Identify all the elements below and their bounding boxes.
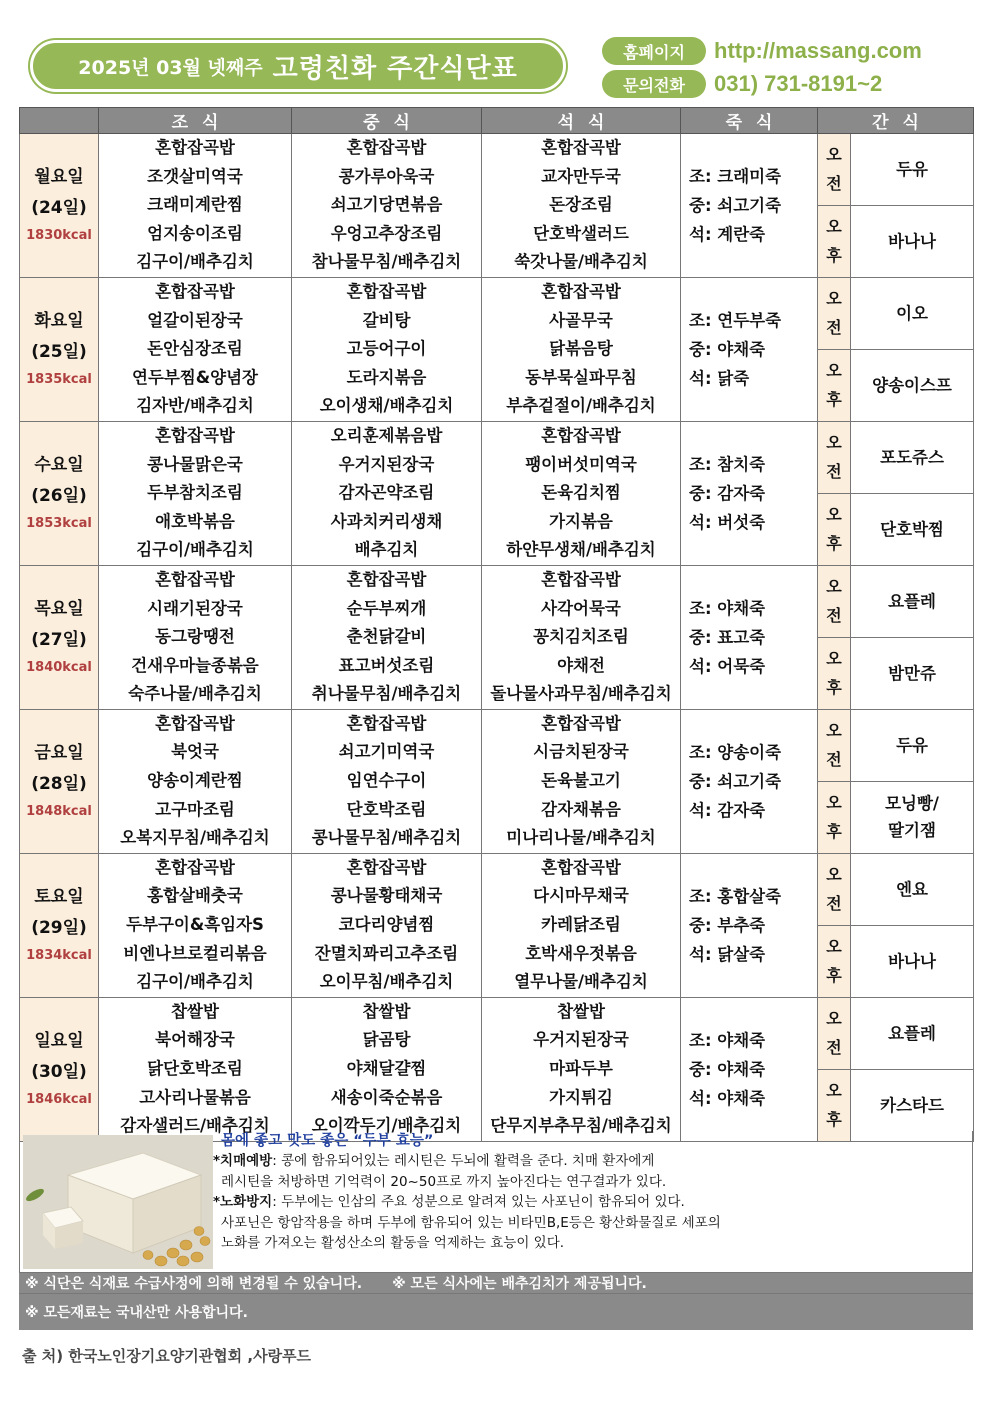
porridge-item: 중: 표고죽 bbox=[689, 627, 766, 647]
snack-pm-tag-2: 후 bbox=[826, 534, 842, 554]
snack-pm-tag-1: 오 bbox=[826, 505, 842, 525]
lunch-item: 새송이죽순볶음 bbox=[330, 1087, 443, 1107]
dinner-item: 혼합잡곡밥 bbox=[541, 713, 621, 733]
snack-am-tag-2: 전 bbox=[826, 318, 842, 338]
dinner-item: 혼합잡곡밥 bbox=[541, 569, 621, 589]
day-row bbox=[20, 421, 974, 493]
tofu-line-5: 노화를 가져오는 활성산소의 활동을 억제하는 효능이 있다. bbox=[221, 1235, 565, 1251]
lunch-item: 단호박조림 bbox=[346, 799, 427, 819]
dinner-cell bbox=[482, 997, 681, 1141]
porridge-item: 중: 쇠고기죽 bbox=[689, 771, 782, 791]
snack-am-tag-1: 오 bbox=[826, 577, 842, 597]
snack-am-tag-1: 오 bbox=[826, 721, 842, 741]
dinner-item: 팽이버섯미역국 bbox=[525, 454, 637, 474]
snack-am-tag-1: 오 bbox=[826, 1009, 842, 1029]
porridge-item: 중: 부추죽 bbox=[689, 915, 766, 935]
breakfast-item: 혼합잡곡밥 bbox=[155, 138, 235, 157]
notice-2: ※ 모든 식사에는 배추김치가 제공됩니다. bbox=[392, 1276, 647, 1292]
day-kcal: 1834kcal bbox=[26, 948, 92, 964]
snack-am-item: 두유 bbox=[851, 134, 974, 206]
lunch-item: 오리훈제볶음밥 bbox=[330, 425, 443, 445]
porridge-item: 석: 버섯죽 bbox=[689, 512, 766, 532]
porridge-item: 조: 홍합살죽 bbox=[689, 886, 782, 906]
snack-am-item: 요플레 bbox=[851, 997, 974, 1069]
snack-pm-item: 카스타드 bbox=[851, 1069, 974, 1141]
day-cell bbox=[20, 277, 99, 421]
snack-am-tag bbox=[818, 997, 851, 1069]
dinner-item: 닭볶음탕 bbox=[549, 339, 613, 359]
dinner-item: 혼합잡곡밥 bbox=[541, 138, 621, 157]
lunch-item: 우엉고추장조림 bbox=[330, 223, 443, 243]
header-lunch: 중식 bbox=[292, 108, 482, 134]
snack-am-tag-2: 전 bbox=[826, 462, 842, 482]
snack-pm-item: 단호박찜 bbox=[851, 493, 974, 565]
day-cell bbox=[20, 134, 99, 278]
breakfast-cell bbox=[99, 134, 292, 278]
header-snack: 간식 bbox=[818, 108, 974, 134]
breakfast-item: 김구이/배추김치 bbox=[136, 540, 254, 560]
snack-am-item: 엔요 bbox=[851, 853, 974, 925]
lunch-item: 우거지된장국 bbox=[338, 454, 435, 474]
day-date: (27일) bbox=[31, 630, 87, 651]
phone-row bbox=[602, 70, 882, 98]
tofu-line-4: 사포닌은 항암작용을 하며 두부에 함유되어 있는 비타민B,E등은 황산화물질로 세포의 bbox=[221, 1214, 721, 1231]
snack-pm-item: 밤만쥬 bbox=[851, 637, 974, 709]
breakfast-item: 애호박볶음 bbox=[155, 511, 235, 531]
day-cell bbox=[20, 997, 99, 1141]
day-date: (29일) bbox=[31, 918, 87, 939]
porridge-item: 조: 양송이죽 bbox=[689, 742, 782, 762]
day-row bbox=[20, 565, 974, 637]
day-name: 목요일 bbox=[34, 599, 84, 620]
lunch-item: 오이깍두기/배추김치 bbox=[311, 1116, 462, 1136]
day-row bbox=[20, 709, 974, 781]
breakfast-item: 건새우마늘종볶음 bbox=[131, 655, 259, 675]
dinner-item: 돌나물사과무침/배추김치 bbox=[490, 684, 672, 704]
snack-pm-tag-1: 오 bbox=[826, 649, 842, 669]
porridge-cell bbox=[681, 709, 818, 853]
breakfast-item: 혼합잡곡밥 bbox=[155, 569, 235, 589]
lunch-item: 갈비탕 bbox=[362, 310, 411, 330]
day-kcal: 1835kcal bbox=[26, 372, 92, 388]
lunch-item: 야채달걀찜 bbox=[346, 1059, 427, 1078]
snack-am-item: 요플레 bbox=[851, 565, 974, 637]
lunch-cell bbox=[292, 134, 482, 278]
lunch-item: 찹쌀밥 bbox=[362, 1001, 411, 1021]
dinner-item: 사골무국 bbox=[549, 310, 613, 330]
porridge-item: 석: 닭죽 bbox=[689, 368, 750, 388]
breakfast-item: 혼합잡곡밥 bbox=[155, 713, 235, 733]
snack-am-tag-1: 오 bbox=[826, 145, 842, 165]
breakfast-item: 비엔나브로컬리볶음 bbox=[123, 943, 267, 963]
snack-pm-tag-1: 오 bbox=[826, 1081, 842, 1101]
dinner-item: 찹쌀밥 bbox=[557, 1001, 605, 1021]
lunch-item: 감자곤약조림 bbox=[338, 483, 435, 503]
breakfast-item: 두부참치조림 bbox=[147, 483, 243, 503]
tofu-line-3: *노화방지: 두부에는 인삼의 주요 성분으로 알려져 있는 사포닌이 함유되어 있다. bbox=[213, 1194, 685, 1210]
dementia-label: *치매예방 bbox=[213, 1153, 273, 1169]
header-porridge: 죽식 bbox=[681, 108, 818, 134]
dinner-item: 혼합잡곡밥 bbox=[541, 857, 621, 877]
snack-pm-tag-2: 후 bbox=[826, 1110, 842, 1130]
lunch-item: 임연수구이 bbox=[346, 771, 427, 791]
lunch-item: 코다리양념찜 bbox=[338, 915, 435, 935]
snack-pm-tag-2: 후 bbox=[826, 390, 842, 410]
porridge-cell bbox=[681, 565, 818, 709]
lunch-item: 닭곰탕 bbox=[362, 1030, 411, 1050]
notice-1: ※ 식단은 식재료 수급사정에 의해 변경될 수 있습니다. bbox=[25, 1276, 363, 1292]
notice-3: ※ 모든재료는 국내산만 사용합니다. bbox=[25, 1305, 248, 1321]
day-name: 일요일 bbox=[34, 1031, 84, 1052]
breakfast-item: 김구이/배추김치 bbox=[136, 252, 254, 272]
porridge-item: 석: 닭살죽 bbox=[689, 944, 766, 964]
header-breakfast: 조식 bbox=[99, 108, 292, 134]
aging-label: *노화방지 bbox=[213, 1194, 273, 1210]
dinner-item: 다시마무채국 bbox=[533, 886, 629, 906]
dinner-item: 사각어묵국 bbox=[541, 598, 621, 618]
lunch-item: 혼합잡곡밥 bbox=[346, 281, 427, 301]
menu-week: 2025년 03월 넷째주 bbox=[78, 56, 263, 79]
porridge-cell bbox=[681, 421, 818, 565]
title-banner bbox=[30, 40, 566, 92]
breakfast-item: 고구마조림 bbox=[155, 799, 235, 819]
lunch-item: 표고버섯조림 bbox=[338, 655, 435, 675]
porridge-item: 석: 어묵죽 bbox=[689, 656, 766, 676]
lunch-item: 순두부찌개 bbox=[346, 598, 427, 618]
breakfast-cell bbox=[99, 709, 292, 853]
dinner-cell bbox=[482, 421, 681, 565]
snack-am-item: 두유 bbox=[851, 709, 974, 781]
breakfast-item: 고사리나물볶음 bbox=[139, 1087, 251, 1107]
dinner-item: 가지튀김 bbox=[549, 1087, 613, 1107]
lunch-cell bbox=[292, 997, 482, 1141]
header-blank bbox=[20, 108, 99, 134]
breakfast-item: 돈안심장조림 bbox=[147, 339, 243, 359]
day-cell bbox=[20, 421, 99, 565]
porridge-cell bbox=[681, 134, 818, 278]
breakfast-item: 감자샐러드/배추김치 bbox=[120, 1116, 270, 1136]
snack-pm-tag-2: 후 bbox=[826, 966, 842, 986]
breakfast-item: 혼합잡곡밥 bbox=[155, 425, 235, 445]
snack-am-tag bbox=[818, 565, 851, 637]
snack-pm-tag-1: 오 bbox=[826, 793, 842, 813]
dinner-item: 꽁치김치조림 bbox=[533, 627, 629, 647]
day-cell bbox=[20, 709, 99, 853]
porridge-item: 석: 감자죽 bbox=[689, 800, 766, 820]
header-dinner: 석식 bbox=[482, 108, 681, 134]
dinner-item: 시금치된장국 bbox=[533, 742, 629, 762]
lunch-item: 배추김치 bbox=[354, 540, 419, 560]
tofu-line-1: *치매예방: 콩에 함유되어있는 레시틴은 두뇌에 활력을 준다. 치매 환자에게 bbox=[213, 1153, 655, 1169]
tofu-info-box bbox=[19, 1131, 973, 1273]
porridge-item: 조: 야채죽 bbox=[689, 598, 766, 618]
phone-number: 031) 731-8191~2 bbox=[714, 71, 883, 96]
day-name: 수요일 bbox=[34, 455, 84, 476]
snack-pm-tag-2: 후 bbox=[826, 246, 842, 266]
tofu-title: 몸에 좋고 맛도 좋은 “두부 효능” bbox=[221, 1133, 434, 1149]
day-cell bbox=[20, 853, 99, 997]
porridge-item: 중: 감자죽 bbox=[689, 483, 766, 503]
porridge-item: 중: 쇠고기죽 bbox=[689, 195, 782, 215]
breakfast-item: 혼합잡곡밥 bbox=[155, 857, 235, 877]
weekly-menu-table bbox=[19, 107, 974, 1142]
snack-am-tag bbox=[818, 853, 851, 925]
porridge-cell bbox=[681, 997, 818, 1141]
day-row bbox=[20, 277, 974, 349]
lunch-cell bbox=[292, 565, 482, 709]
breakfast-item: 크래미계란찜 bbox=[147, 195, 243, 215]
dinner-cell bbox=[482, 853, 681, 997]
breakfast-item: 양송이계란찜 bbox=[147, 771, 243, 791]
lunch-item: 혼합잡곡밥 bbox=[346, 713, 427, 733]
lunch-item: 취나물무침/배추김치 bbox=[311, 684, 462, 704]
lunch-item: 고등어구이 bbox=[346, 339, 427, 359]
porridge-item: 조: 야채죽 bbox=[689, 1030, 766, 1050]
porridge-item: 중: 야채죽 bbox=[689, 339, 766, 359]
breakfast-item: 숙주나물/배추김치 bbox=[128, 684, 262, 704]
dinner-item: 카레닭조림 bbox=[541, 915, 621, 935]
snack-pm-tag bbox=[818, 637, 851, 709]
lunch-item: 콩가루아욱국 bbox=[338, 166, 435, 186]
snack-pm-tag-1: 오 bbox=[826, 361, 842, 381]
dinner-item: 감자채볶음 bbox=[541, 799, 621, 819]
dinner-item: 미나리나물/배추김치 bbox=[506, 828, 656, 848]
homepage-label: 홈페이지 bbox=[602, 37, 706, 65]
dinner-item: 단무지부추무침/배추김치 bbox=[490, 1116, 672, 1136]
lunch-item: 쇠고기미역국 bbox=[338, 742, 435, 762]
lunch-item: 참나물무침/배추김치 bbox=[311, 252, 462, 272]
porridge-cell bbox=[681, 277, 818, 421]
porridge-item: 중: 야채죽 bbox=[689, 1059, 766, 1079]
snack-pm-tag bbox=[818, 493, 851, 565]
day-kcal: 1848kcal bbox=[26, 804, 92, 820]
day-name: 월요일 bbox=[34, 167, 84, 188]
dinner-item: 가지볶음 bbox=[549, 511, 613, 531]
breakfast-item: 엄지송이조림 bbox=[147, 223, 243, 243]
day-kcal: 1830kcal bbox=[26, 228, 92, 244]
day-row bbox=[20, 853, 974, 925]
snack-am-tag-2: 전 bbox=[826, 606, 842, 626]
day-name: 화요일 bbox=[34, 311, 84, 332]
breakfast-cell bbox=[99, 853, 292, 997]
lunch-cell bbox=[292, 277, 482, 421]
snack-pm-item: 양송이스프 bbox=[851, 349, 974, 421]
porridge-item: 조: 연두부죽 bbox=[689, 310, 782, 330]
lunch-item: 잔멸치꽈리고추조림 bbox=[314, 943, 459, 963]
snack-am-item: 포도쥬스 bbox=[851, 421, 974, 493]
breakfast-cell bbox=[99, 565, 292, 709]
phone-label: 문의전화 bbox=[602, 70, 706, 98]
day-row bbox=[20, 134, 974, 206]
day-cell bbox=[20, 565, 99, 709]
day-name: 금요일 bbox=[34, 743, 84, 764]
snack-am-tag-1: 오 bbox=[826, 865, 842, 885]
snack-pm-tag bbox=[818, 205, 851, 277]
snack-pm-tag bbox=[818, 349, 851, 421]
day-date: (30일) bbox=[31, 1062, 87, 1083]
dinner-cell bbox=[482, 277, 681, 421]
tofu-text bbox=[213, 1131, 966, 1254]
dinner-item: 동부묵실파무침 bbox=[525, 367, 637, 387]
snack-pm-item: 모닝빵/ 딸기잼 bbox=[851, 781, 974, 853]
day-date: (25일) bbox=[31, 342, 87, 363]
snack-am-tag-2: 전 bbox=[826, 174, 842, 194]
tofu-image bbox=[23, 1135, 213, 1269]
day-kcal: 1853kcal bbox=[26, 516, 92, 532]
breakfast-item: 조갯살미역국 bbox=[147, 166, 243, 186]
dinner-item: 돈육불고기 bbox=[541, 771, 621, 791]
breakfast-cell bbox=[99, 997, 292, 1141]
lunch-item: 춘천닭갈비 bbox=[346, 627, 427, 647]
dinner-item: 혼합잡곡밥 bbox=[541, 425, 621, 445]
breakfast-item: 콩나물맑은국 bbox=[147, 454, 243, 474]
lunch-item: 오이무침/배추김치 bbox=[319, 972, 454, 992]
lunch-item: 혼합잡곡밥 bbox=[346, 138, 427, 157]
day-date: (24일) bbox=[31, 198, 87, 219]
breakfast-item: 혼합잡곡밥 bbox=[155, 281, 235, 301]
snack-pm-tag-2: 후 bbox=[826, 678, 842, 698]
lunch-cell bbox=[292, 421, 482, 565]
snack-am-item: 이오 bbox=[851, 277, 974, 349]
breakfast-item: 김구이/배추김치 bbox=[136, 972, 254, 992]
lunch-item: 혼합잡곡밥 bbox=[346, 569, 427, 589]
breakfast-item: 얼갈이된장국 bbox=[147, 310, 243, 330]
lunch-item: 쇠고기당면볶음 bbox=[330, 195, 443, 215]
breakfast-item: 연두부찜&양념장 bbox=[132, 367, 258, 387]
snack-am-tag-1: 오 bbox=[826, 289, 842, 309]
dinner-cell bbox=[482, 134, 681, 278]
dinner-item: 돈장조림 bbox=[549, 195, 613, 215]
dinner-item: 부추겉절이/배추김치 bbox=[506, 396, 656, 416]
snack-pm-tag-2: 후 bbox=[826, 822, 842, 842]
dinner-item: 쑥갓나물/배추김치 bbox=[514, 252, 648, 272]
snack-pm-item: 바나나 bbox=[851, 925, 974, 997]
day-kcal: 1840kcal bbox=[26, 660, 92, 676]
breakfast-cell bbox=[99, 421, 292, 565]
dinner-item: 혼합잡곡밥 bbox=[541, 281, 621, 301]
dinner-item: 우거지된장국 bbox=[533, 1030, 629, 1050]
breakfast-item: 동그랑땡전 bbox=[155, 627, 235, 647]
notice-bar-2 bbox=[19, 1294, 973, 1330]
snack-am-tag-1: 오 bbox=[826, 433, 842, 453]
snack-pm-tag bbox=[818, 925, 851, 997]
porridge-item: 조: 참치죽 bbox=[689, 454, 766, 474]
notice-bar-1 bbox=[19, 1273, 973, 1294]
breakfast-item: 북엇국 bbox=[171, 742, 219, 762]
dinner-item: 돈육김치찜 bbox=[541, 483, 621, 503]
dinner-item: 마파두부 bbox=[549, 1059, 613, 1078]
breakfast-item: 북어해장국 bbox=[155, 1030, 235, 1050]
snack-pm-tag-1: 오 bbox=[826, 217, 842, 237]
snack-am-tag-2: 전 bbox=[826, 894, 842, 914]
lunch-item: 콩나물무침/배추김치 bbox=[311, 828, 462, 848]
porridge-item: 석: 계란죽 bbox=[689, 224, 766, 244]
homepage-row bbox=[602, 37, 922, 65]
lunch-cell bbox=[292, 709, 482, 853]
breakfast-item: 김자반/배추김치 bbox=[136, 396, 254, 416]
dinner-item: 열무나물/배추김치 bbox=[514, 972, 648, 992]
dinner-item: 야채전 bbox=[557, 655, 605, 675]
lunch-item: 콩나물황태채국 bbox=[330, 886, 443, 906]
dinner-cell bbox=[482, 709, 681, 853]
homepage-link[interactable]: http://massang.com bbox=[714, 38, 922, 63]
breakfast-item: 홍합살배춧국 bbox=[147, 886, 243, 906]
snack-pm-tag bbox=[818, 781, 851, 853]
porridge-item: 조: 크래미죽 bbox=[689, 166, 782, 186]
breakfast-cell bbox=[99, 277, 292, 421]
snack-pm-tag-1: 오 bbox=[826, 937, 842, 957]
breakfast-item: 오복지무침/배추김치 bbox=[120, 828, 270, 848]
snack-am-tag-2: 전 bbox=[826, 1038, 842, 1058]
snack-am-tag bbox=[818, 277, 851, 349]
snack-am-tag bbox=[818, 134, 851, 206]
dinner-cell bbox=[482, 565, 681, 709]
lunch-item: 사과치커리생채 bbox=[330, 511, 443, 531]
porridge-item: 석: 야채죽 bbox=[689, 1088, 766, 1108]
dinner-item: 하얀무생채/배추김치 bbox=[506, 540, 656, 560]
tofu-line-2: 레시틴을 처방하면 기억력이 20~50프로 까지 높아진다는 연구결과가 있다. bbox=[221, 1173, 667, 1190]
snack-am-tag-2: 전 bbox=[826, 750, 842, 770]
breakfast-item: 닭단호박조림 bbox=[147, 1059, 243, 1078]
lunch-item: 도라지볶음 bbox=[346, 367, 427, 387]
day-date: (28일) bbox=[31, 774, 87, 795]
day-kcal: 1846kcal bbox=[26, 1092, 92, 1108]
snack-pm-item: 바나나 bbox=[851, 205, 974, 277]
breakfast-item: 시래기된장국 bbox=[147, 598, 243, 618]
day-row bbox=[20, 997, 974, 1069]
snack-am-tag bbox=[818, 709, 851, 781]
breakfast-item: 두부구이&흑임자S bbox=[126, 915, 264, 935]
dinner-item: 단호박샐러드 bbox=[533, 223, 629, 243]
lunch-item: 혼합잡곡밥 bbox=[346, 857, 427, 877]
lunch-item: 오이생채/배추김치 bbox=[319, 396, 454, 416]
page-title: 고령친화 주간식단표 bbox=[272, 53, 518, 84]
lunch-cell bbox=[292, 853, 482, 997]
breakfast-item: 찹쌀밥 bbox=[171, 1001, 219, 1021]
day-name: 토요일 bbox=[34, 887, 84, 908]
dinner-item: 호박새우젓볶음 bbox=[525, 943, 637, 963]
dinner-item: 교자만두국 bbox=[541, 166, 621, 186]
snack-am-tag bbox=[818, 421, 851, 493]
porridge-cell bbox=[681, 853, 818, 997]
day-date: (26일) bbox=[31, 486, 87, 507]
source-credit: 출 처) 한국노인장기요양기관협회 ,사랑푸드 bbox=[22, 1347, 312, 1365]
